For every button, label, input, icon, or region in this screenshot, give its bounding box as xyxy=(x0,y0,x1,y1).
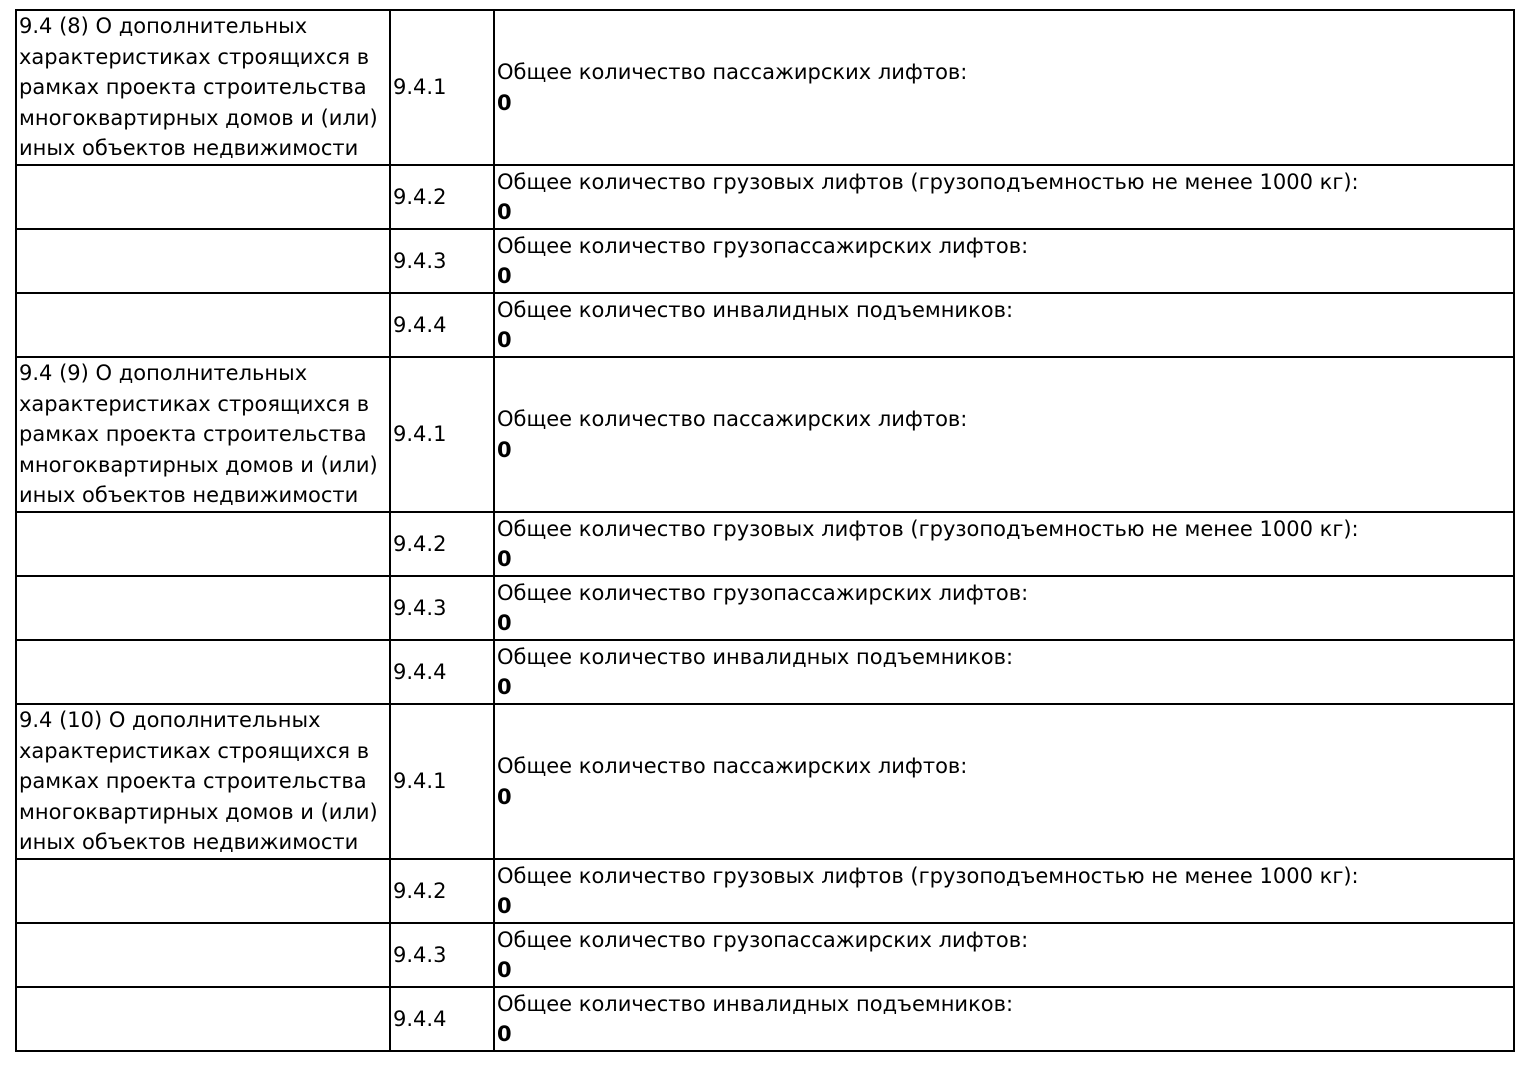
item-label: Общее количество инвалидных подъемников: xyxy=(497,644,1014,669)
empty-cell xyxy=(16,640,390,704)
item-value: 0 xyxy=(497,784,512,809)
table-row xyxy=(16,640,1514,704)
item-value: 0 xyxy=(497,547,512,571)
item-label: Общее количество инвалидных подъемников: xyxy=(497,991,1014,1016)
item-cell xyxy=(494,576,1514,640)
item-cell xyxy=(494,10,1514,165)
item-code: 9.4.3 xyxy=(390,229,494,293)
table-row xyxy=(16,859,1514,923)
empty-cell xyxy=(16,165,390,229)
item-cell xyxy=(494,640,1514,704)
elevator-characteristics-table xyxy=(15,9,1515,1052)
item-cell xyxy=(494,229,1514,293)
item-cell xyxy=(494,704,1514,859)
empty-cell xyxy=(16,576,390,640)
item-code: 9.4.4 xyxy=(390,640,494,704)
item-label: Общее количество пассажирских лифтов: xyxy=(497,754,968,778)
item-cell xyxy=(494,923,1514,987)
item-label: Общее количество пассажирских лифтов: xyxy=(497,407,968,431)
section-title: 9.4 (9) О дополнительных характеристиках строящихся в рамках проекта строительства многоквартирных домов и (или) иных объектов недвижимости xyxy=(16,357,390,512)
item-code: 9.4.4 xyxy=(390,987,494,1051)
table-row xyxy=(16,229,1514,293)
item-value: 0 xyxy=(497,611,512,635)
table-row xyxy=(16,10,1514,165)
item-label: Общее количество грузопассажирских лифтов: xyxy=(497,580,1029,605)
section-title: 9.4 (10) О дополнительных характеристиках строящихся в рамках проекта строительства многоквартирных домов и (или) иных объектов недвижимости xyxy=(16,704,390,859)
empty-cell xyxy=(16,293,390,357)
item-value: 0 xyxy=(497,675,512,699)
item-cell xyxy=(494,859,1514,923)
table-row xyxy=(16,165,1514,229)
table-row xyxy=(16,512,1514,576)
item-code: 9.4.3 xyxy=(390,923,494,987)
item-label: Общее количество грузопассажирских лифтов: xyxy=(497,233,1029,258)
item-label: Общее количество грузопассажирских лифтов: xyxy=(497,927,1029,952)
item-code: 9.4.2 xyxy=(390,512,494,576)
item-value: 0 xyxy=(497,90,512,115)
table-row xyxy=(16,923,1514,987)
item-cell xyxy=(494,165,1514,229)
item-label: Общее количество грузовых лифтов (грузоподъемностью не менее 1000 кг): xyxy=(497,516,1359,541)
item-value: 0 xyxy=(497,1022,512,1046)
item-value: 0 xyxy=(497,437,512,462)
table-row xyxy=(16,987,1514,1051)
item-cell xyxy=(494,987,1514,1051)
item-code: 9.4.1 xyxy=(390,704,494,859)
empty-cell xyxy=(16,512,390,576)
empty-cell xyxy=(16,923,390,987)
item-label: Общее количество инвалидных подъемников: xyxy=(497,297,1014,322)
item-value: 0 xyxy=(497,894,512,918)
item-label: Общее количество грузовых лифтов (грузоподъемностью не менее 1000 кг): xyxy=(497,169,1359,194)
item-label: Общее количество пассажирских лифтов: xyxy=(497,60,968,84)
section-title: 9.4 (8) О дополнительных характеристиках строящихся в рамках проекта строительства многоквартирных домов и (или) иных объектов недвижимости xyxy=(16,10,390,165)
table-row xyxy=(16,293,1514,357)
item-cell xyxy=(494,293,1514,357)
item-code: 9.4.1 xyxy=(390,357,494,512)
empty-cell xyxy=(16,859,390,923)
empty-cell xyxy=(16,987,390,1051)
item-code: 9.4.2 xyxy=(390,859,494,923)
item-cell xyxy=(494,357,1514,512)
item-code: 9.4.1 xyxy=(390,10,494,165)
table-row xyxy=(16,357,1514,512)
item-label: Общее количество грузовых лифтов (грузоподъемностью не менее 1000 кг): xyxy=(497,863,1359,888)
item-cell xyxy=(494,512,1514,576)
table-row xyxy=(16,576,1514,640)
item-code: 9.4.2 xyxy=(390,165,494,229)
item-value: 0 xyxy=(497,328,512,352)
item-code: 9.4.4 xyxy=(390,293,494,357)
table-row xyxy=(16,704,1514,859)
item-value: 0 xyxy=(497,200,512,224)
item-value: 0 xyxy=(497,264,512,288)
empty-cell xyxy=(16,229,390,293)
item-code: 9.4.3 xyxy=(390,576,494,640)
item-value: 0 xyxy=(497,958,512,982)
